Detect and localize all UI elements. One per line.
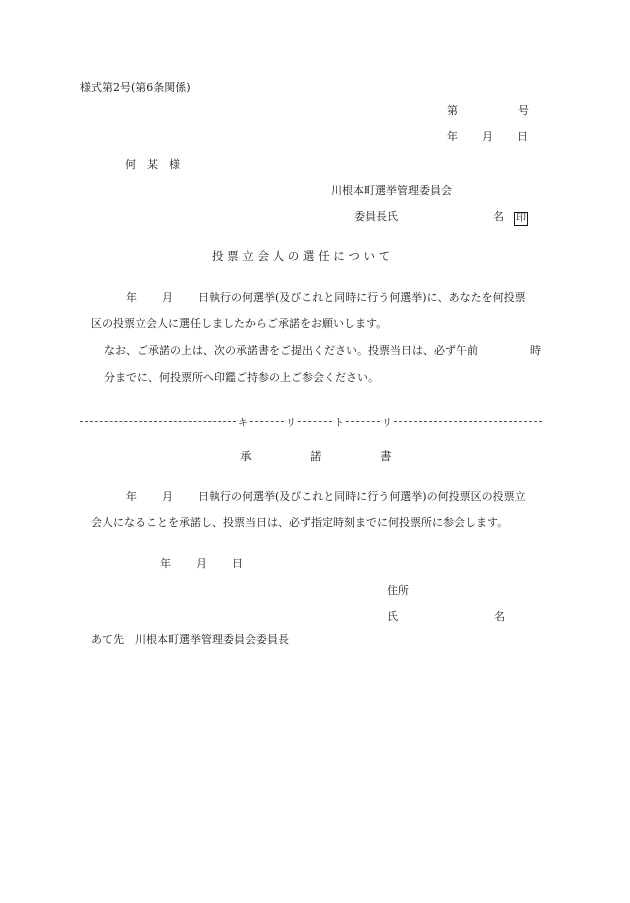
cut-to: ト	[334, 418, 344, 429]
seal-mark	[514, 208, 528, 226]
notice-title: 投 票 立 会 人 の 選 任 に つ い て	[212, 249, 391, 263]
notice-line4: 分までに、何投票所へ印鑑ご持参の上ご参会ください。	[104, 371, 379, 384]
consent-line2: 会人になることを承諾し、投票当日は、必ず指定時刻までに何投票所に参会します。	[91, 516, 509, 529]
committee-name: 川根本町選挙管理委員会	[331, 184, 452, 197]
cut-ri-2: リ	[382, 418, 392, 429]
consent-line1-text: 日執行の何選挙(及びこれと同時に行う何選挙)の何投票区の投票立	[198, 490, 526, 503]
consent-line1-month: 月	[162, 490, 173, 503]
addressee: 何 某 様	[125, 158, 180, 171]
cut-line	[80, 414, 542, 429]
address-label: 住所	[387, 584, 409, 597]
bottom-date-month: 月	[196, 557, 207, 570]
notice-line1-month: 月	[162, 291, 173, 304]
bottom-date-day: 日	[232, 557, 243, 570]
name-label-mei: 名	[494, 610, 505, 623]
doc-number-dai: 第	[447, 104, 458, 117]
top-date-year: 年	[447, 130, 458, 143]
consent-title-2: 諾	[310, 449, 322, 463]
cut-ri-1: リ	[286, 418, 296, 429]
top-date-day: 日	[517, 130, 528, 143]
bottom-date-year: 年	[160, 557, 171, 570]
notice-line1-year: 年	[126, 291, 137, 304]
consent-line1-year: 年	[126, 490, 137, 503]
notice-line2: 区の投票立会人に選任しましたからご承諾をお願いします。	[91, 317, 388, 330]
top-date-month: 月	[482, 130, 493, 143]
notice-line3-hour: 時	[530, 344, 541, 357]
notice-line3: なお、ご承諾の上は、次の承諾書をご提出ください。投票当日は、必ず午前	[104, 344, 478, 357]
form-number: 様式第2号(第6条関係)	[80, 81, 191, 94]
consent-title-1: 承	[240, 449, 252, 463]
chair-label: 委員長氏	[354, 210, 398, 223]
recipient: あて先 川根本町選挙管理委員会委員長	[91, 633, 289, 646]
consent-title-3: 書	[380, 449, 392, 463]
name-label-shi: 氏	[387, 610, 398, 623]
notice-line1-text: 日執行の何選挙(及びこれと同時に行う何選挙)に、あなたを何投票	[198, 291, 526, 304]
cut-ki: キ	[238, 418, 248, 429]
doc-number-go: 号	[518, 104, 529, 117]
chair-name-label: 名	[493, 210, 504, 223]
seal-text: 印	[516, 213, 526, 224]
